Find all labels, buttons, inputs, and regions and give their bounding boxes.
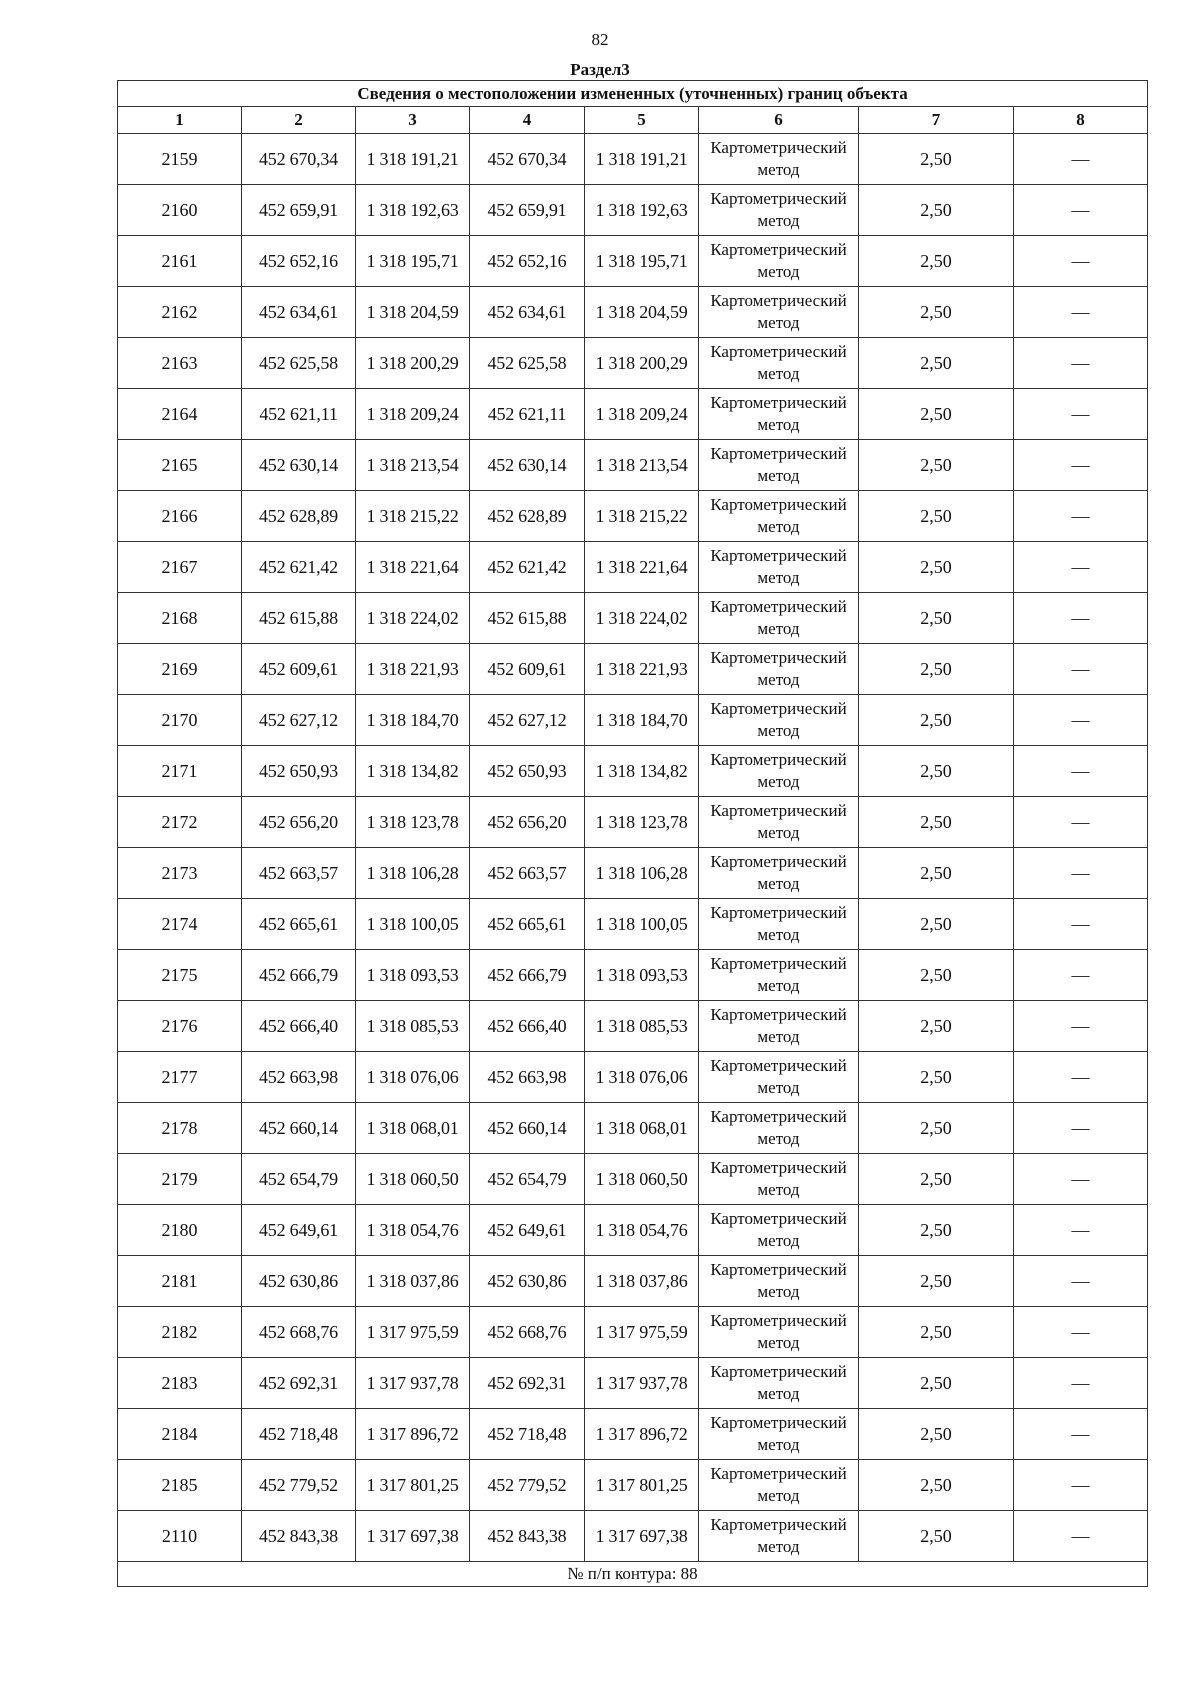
table-row (118, 1052, 1148, 1103)
y-new-cell: 1 318 213,54 (585, 440, 699, 491)
x-new-cell: 452 630,86 (470, 1256, 585, 1307)
table-row (118, 1511, 1148, 1562)
column-header-row (118, 107, 1148, 134)
description-cell: — (1014, 542, 1148, 593)
section-title: Раздел3 (570, 60, 630, 79)
y-old-cell: 1 318 224,02 (356, 593, 470, 644)
x-old-cell: 452 652,16 (242, 236, 356, 287)
y-old-cell: 1 318 100,05 (356, 899, 470, 950)
y-new-cell: 1 317 896,72 (585, 1409, 699, 1460)
x-old-cell: 452 663,57 (242, 848, 356, 899)
x-new-cell: 452 652,16 (470, 236, 585, 287)
point-number-cell: 2159 (118, 134, 242, 185)
y-new-cell: 1 317 801,25 (585, 1460, 699, 1511)
x-old-cell: 452 634,61 (242, 287, 356, 338)
x-old-cell: 452 779,52 (242, 1460, 356, 1511)
x-new-cell: 452 779,52 (470, 1460, 585, 1511)
point-number-cell: 2164 (118, 389, 242, 440)
method-cell: Картометрический метод (699, 1511, 859, 1562)
x-old-cell: 452 615,88 (242, 593, 356, 644)
accuracy-cell: 2,50 (859, 440, 1014, 491)
x-new-cell: 452 656,20 (470, 797, 585, 848)
accuracy-cell: 2,50 (859, 338, 1014, 389)
x-old-cell: 452 630,86 (242, 1256, 356, 1307)
method-cell: Картометрический метод (699, 287, 859, 338)
x-old-cell: 452 621,11 (242, 389, 356, 440)
description-cell: — (1014, 695, 1148, 746)
x-new-cell: 452 660,14 (470, 1103, 585, 1154)
y-new-cell: 1 318 195,71 (585, 236, 699, 287)
point-number-cell: 2169 (118, 644, 242, 695)
table-row (118, 1154, 1148, 1205)
x-old-cell: 452 649,61 (242, 1205, 356, 1256)
method-cell: Картометрический метод (699, 542, 859, 593)
point-number-cell: 2182 (118, 1307, 242, 1358)
accuracy-cell: 2,50 (859, 746, 1014, 797)
accuracy-cell: 2,50 (859, 593, 1014, 644)
x-old-cell: 452 625,58 (242, 338, 356, 389)
description-cell: — (1014, 1052, 1148, 1103)
table-caption: Сведения о местоположении измененных (уточненных) границ объекта (118, 81, 1148, 107)
x-new-cell: 452 665,61 (470, 899, 585, 950)
y-old-cell: 1 318 215,22 (356, 491, 470, 542)
x-new-cell: 452 843,38 (470, 1511, 585, 1562)
description-cell: — (1014, 1256, 1148, 1307)
method-cell: Картометрический метод (699, 899, 859, 950)
description-cell: — (1014, 389, 1148, 440)
point-number-cell: 2172 (118, 797, 242, 848)
x-old-cell: 452 659,91 (242, 185, 356, 236)
y-old-cell: 1 318 221,93 (356, 644, 470, 695)
x-old-cell: 452 665,61 (242, 899, 356, 950)
table-row (118, 695, 1148, 746)
y-old-cell: 1 318 191,21 (356, 134, 470, 185)
y-old-cell: 1 318 221,64 (356, 542, 470, 593)
description-cell: — (1014, 1307, 1148, 1358)
method-cell: Картометрический метод (699, 950, 859, 1001)
method-cell: Картометрический метод (699, 1460, 859, 1511)
y-new-cell: 1 318 215,22 (585, 491, 699, 542)
y-old-cell: 1 318 184,70 (356, 695, 470, 746)
accuracy-cell: 2,50 (859, 1205, 1014, 1256)
x-new-cell: 452 650,93 (470, 746, 585, 797)
x-new-cell: 452 666,40 (470, 1001, 585, 1052)
y-new-cell: 1 318 060,50 (585, 1154, 699, 1205)
method-cell: Картометрический метод (699, 389, 859, 440)
description-cell: — (1014, 1358, 1148, 1409)
x-new-cell: 452 628,89 (470, 491, 585, 542)
y-old-cell: 1 318 209,24 (356, 389, 470, 440)
table-row (118, 134, 1148, 185)
accuracy-cell: 2,50 (859, 899, 1014, 950)
description-cell: — (1014, 185, 1148, 236)
point-number-cell: 2162 (118, 287, 242, 338)
accuracy-cell: 2,50 (859, 134, 1014, 185)
method-cell: Картометрический метод (699, 1256, 859, 1307)
y-old-cell: 1 318 134,82 (356, 746, 470, 797)
description-cell: — (1014, 1409, 1148, 1460)
table-row (118, 644, 1148, 695)
y-new-cell: 1 318 209,24 (585, 389, 699, 440)
x-old-cell: 452 670,34 (242, 134, 356, 185)
y-old-cell: 1 318 060,50 (356, 1154, 470, 1205)
table-row (118, 848, 1148, 899)
accuracy-cell: 2,50 (859, 389, 1014, 440)
description-cell: — (1014, 1205, 1148, 1256)
y-old-cell: 1 318 200,29 (356, 338, 470, 389)
x-new-cell: 452 718,48 (470, 1409, 585, 1460)
table-row (118, 797, 1148, 848)
y-new-cell: 1 318 076,06 (585, 1052, 699, 1103)
table-row (118, 1256, 1148, 1307)
y-old-cell: 1 317 801,25 (356, 1460, 470, 1511)
method-cell: Картометрический метод (699, 848, 859, 899)
accuracy-cell: 2,50 (859, 491, 1014, 542)
description-cell: — (1014, 899, 1148, 950)
point-number-cell: 2166 (118, 491, 242, 542)
point-number-cell: 2183 (118, 1358, 242, 1409)
x-old-cell: 452 668,76 (242, 1307, 356, 1358)
description-cell: — (1014, 1001, 1148, 1052)
accuracy-cell: 2,50 (859, 950, 1014, 1001)
method-cell: Картометрический метод (699, 695, 859, 746)
x-new-cell: 452 634,61 (470, 287, 585, 338)
x-new-cell: 452 621,11 (470, 389, 585, 440)
x-new-cell: 452 621,42 (470, 542, 585, 593)
y-new-cell: 1 318 221,64 (585, 542, 699, 593)
x-old-cell: 452 627,12 (242, 695, 356, 746)
y-old-cell: 1 318 123,78 (356, 797, 470, 848)
description-cell: — (1014, 797, 1148, 848)
x-new-cell: 452 659,91 (470, 185, 585, 236)
accuracy-cell: 2,50 (859, 236, 1014, 287)
x-old-cell: 452 656,20 (242, 797, 356, 848)
y-new-cell: 1 317 937,78 (585, 1358, 699, 1409)
column-header: 3 (356, 107, 470, 134)
table-row (118, 338, 1148, 389)
accuracy-cell: 2,50 (859, 1307, 1014, 1358)
point-number-cell: 2170 (118, 695, 242, 746)
point-number-cell: 2110 (118, 1511, 242, 1562)
point-number-cell: 2185 (118, 1460, 242, 1511)
x-new-cell: 452 609,61 (470, 644, 585, 695)
x-new-cell: 452 663,57 (470, 848, 585, 899)
y-old-cell: 1 318 204,59 (356, 287, 470, 338)
description-cell: — (1014, 1103, 1148, 1154)
y-old-cell: 1 317 975,59 (356, 1307, 470, 1358)
accuracy-cell: 2,50 (859, 644, 1014, 695)
x-old-cell: 452 630,14 (242, 440, 356, 491)
x-old-cell: 452 843,38 (242, 1511, 356, 1562)
y-new-cell: 1 318 221,93 (585, 644, 699, 695)
x-old-cell: 452 628,89 (242, 491, 356, 542)
point-number-cell: 2174 (118, 899, 242, 950)
y-new-cell: 1 318 054,76 (585, 1205, 699, 1256)
method-cell: Картометрический метод (699, 1103, 859, 1154)
description-cell: — (1014, 746, 1148, 797)
point-number-cell: 2168 (118, 593, 242, 644)
x-new-cell: 452 654,79 (470, 1154, 585, 1205)
y-new-cell: 1 318 106,28 (585, 848, 699, 899)
table-row (118, 950, 1148, 1001)
y-new-cell: 1 318 184,70 (585, 695, 699, 746)
table-row (118, 1358, 1148, 1409)
contour-number: № п/п контура: 88 (118, 1562, 1148, 1587)
accuracy-cell: 2,50 (859, 287, 1014, 338)
y-new-cell: 1 318 085,53 (585, 1001, 699, 1052)
accuracy-cell: 2,50 (859, 695, 1014, 746)
description-cell: — (1014, 644, 1148, 695)
point-number-cell: 2184 (118, 1409, 242, 1460)
y-old-cell: 1 318 054,76 (356, 1205, 470, 1256)
y-new-cell: 1 318 123,78 (585, 797, 699, 848)
y-new-cell: 1 318 134,82 (585, 746, 699, 797)
table-row (118, 899, 1148, 950)
x-new-cell: 452 627,12 (470, 695, 585, 746)
column-header: 4 (470, 107, 585, 134)
method-cell: Картометрический метод (699, 338, 859, 389)
y-old-cell: 1 318 213,54 (356, 440, 470, 491)
y-new-cell: 1 318 224,02 (585, 593, 699, 644)
x-new-cell: 452 668,76 (470, 1307, 585, 1358)
x-old-cell: 452 609,61 (242, 644, 356, 695)
y-new-cell: 1 318 204,59 (585, 287, 699, 338)
y-old-cell: 1 317 697,38 (356, 1511, 470, 1562)
method-cell: Картометрический метод (699, 1307, 859, 1358)
accuracy-cell: 2,50 (859, 1052, 1014, 1103)
table-row (118, 491, 1148, 542)
y-new-cell: 1 318 191,21 (585, 134, 699, 185)
method-cell: Картометрический метод (699, 134, 859, 185)
y-old-cell: 1 318 068,01 (356, 1103, 470, 1154)
y-new-cell: 1 318 068,01 (585, 1103, 699, 1154)
accuracy-cell: 2,50 (859, 1511, 1014, 1562)
column-header: 6 (699, 107, 859, 134)
point-number-cell: 2180 (118, 1205, 242, 1256)
page-number: 82 (591, 30, 609, 49)
x-old-cell: 452 663,98 (242, 1052, 356, 1103)
x-new-cell: 452 692,31 (470, 1358, 585, 1409)
x-new-cell: 452 615,88 (470, 593, 585, 644)
x-old-cell: 452 692,31 (242, 1358, 356, 1409)
accuracy-cell: 2,50 (859, 848, 1014, 899)
y-old-cell: 1 318 093,53 (356, 950, 470, 1001)
x-new-cell: 452 666,79 (470, 950, 585, 1001)
method-cell: Картометрический метод (699, 1409, 859, 1460)
point-number-cell: 2171 (118, 746, 242, 797)
method-cell: Картометрический метод (699, 491, 859, 542)
table-row (118, 1409, 1148, 1460)
table-row (118, 746, 1148, 797)
point-number-cell: 2161 (118, 236, 242, 287)
method-cell: Картометрический метод (699, 644, 859, 695)
accuracy-cell: 2,50 (859, 1409, 1014, 1460)
table-row (118, 287, 1148, 338)
point-number-cell: 2167 (118, 542, 242, 593)
description-cell: — (1014, 134, 1148, 185)
accuracy-cell: 2,50 (859, 1154, 1014, 1205)
description-cell: — (1014, 338, 1148, 389)
y-new-cell: 1 318 192,63 (585, 185, 699, 236)
table-row (118, 1205, 1148, 1256)
description-cell: — (1014, 236, 1148, 287)
accuracy-cell: 2,50 (859, 1001, 1014, 1052)
description-cell: — (1014, 491, 1148, 542)
point-number-cell: 2175 (118, 950, 242, 1001)
accuracy-cell: 2,50 (859, 185, 1014, 236)
footer-row (118, 1562, 1148, 1587)
x-new-cell: 452 625,58 (470, 338, 585, 389)
method-cell: Картометрический метод (699, 236, 859, 287)
point-number-cell: 2165 (118, 440, 242, 491)
table-row (118, 542, 1148, 593)
point-number-cell: 2160 (118, 185, 242, 236)
table-row (118, 185, 1148, 236)
x-old-cell: 452 654,79 (242, 1154, 356, 1205)
description-cell: — (1014, 950, 1148, 1001)
method-cell: Картометрический метод (699, 1154, 859, 1205)
x-old-cell: 452 660,14 (242, 1103, 356, 1154)
x-new-cell: 452 663,98 (470, 1052, 585, 1103)
x-old-cell: 452 650,93 (242, 746, 356, 797)
table-row (118, 236, 1148, 287)
point-number-cell: 2176 (118, 1001, 242, 1052)
y-old-cell: 1 318 106,28 (356, 848, 470, 899)
x-old-cell: 452 666,40 (242, 1001, 356, 1052)
table-row (118, 593, 1148, 644)
accuracy-cell: 2,50 (859, 542, 1014, 593)
column-header: 2 (242, 107, 356, 134)
method-cell: Картометрический метод (699, 1358, 859, 1409)
table-row (118, 1103, 1148, 1154)
x-old-cell: 452 666,79 (242, 950, 356, 1001)
accuracy-cell: 2,50 (859, 1103, 1014, 1154)
method-cell: Картометрический метод (699, 185, 859, 236)
table-row (118, 389, 1148, 440)
x-new-cell: 452 670,34 (470, 134, 585, 185)
y-old-cell: 1 318 076,06 (356, 1052, 470, 1103)
y-old-cell: 1 317 937,78 (356, 1358, 470, 1409)
y-old-cell: 1 318 037,86 (356, 1256, 470, 1307)
method-cell: Картометрический метод (699, 1001, 859, 1052)
accuracy-cell: 2,50 (859, 797, 1014, 848)
method-cell: Картометрический метод (699, 746, 859, 797)
y-old-cell: 1 318 085,53 (356, 1001, 470, 1052)
y-old-cell: 1 317 896,72 (356, 1409, 470, 1460)
y-new-cell: 1 318 093,53 (585, 950, 699, 1001)
description-cell: — (1014, 440, 1148, 491)
x-old-cell: 452 718,48 (242, 1409, 356, 1460)
y-old-cell: 1 318 195,71 (356, 236, 470, 287)
y-old-cell: 1 318 192,63 (356, 185, 470, 236)
description-cell: — (1014, 287, 1148, 338)
point-number-cell: 2177 (118, 1052, 242, 1103)
y-new-cell: 1 318 200,29 (585, 338, 699, 389)
method-cell: Картометрический метод (699, 440, 859, 491)
table-caption-row (118, 81, 1148, 107)
point-number-cell: 2178 (118, 1103, 242, 1154)
accuracy-cell: 2,50 (859, 1358, 1014, 1409)
method-cell: Картометрический метод (699, 797, 859, 848)
table-body (118, 134, 1148, 1562)
description-cell: — (1014, 848, 1148, 899)
table-row (118, 1460, 1148, 1511)
method-cell: Картометрический метод (699, 1052, 859, 1103)
y-new-cell: 1 317 697,38 (585, 1511, 699, 1562)
description-cell: — (1014, 1460, 1148, 1511)
column-header: 5 (585, 107, 699, 134)
boundary-coordinates-table (117, 80, 1148, 1587)
accuracy-cell: 2,50 (859, 1256, 1014, 1307)
table-row (118, 1001, 1148, 1052)
x-old-cell: 452 621,42 (242, 542, 356, 593)
method-cell: Картометрический метод (699, 1205, 859, 1256)
table-row (118, 440, 1148, 491)
y-new-cell: 1 317 975,59 (585, 1307, 699, 1358)
point-number-cell: 2173 (118, 848, 242, 899)
accuracy-cell: 2,50 (859, 1460, 1014, 1511)
point-number-cell: 2179 (118, 1154, 242, 1205)
column-header: 8 (1014, 107, 1148, 134)
method-cell: Картометрический метод (699, 593, 859, 644)
y-new-cell: 1 318 037,86 (585, 1256, 699, 1307)
point-number-cell: 2163 (118, 338, 242, 389)
point-number-cell: 2181 (118, 1256, 242, 1307)
x-new-cell: 452 649,61 (470, 1205, 585, 1256)
column-header: 7 (859, 107, 1014, 134)
y-new-cell: 1 318 100,05 (585, 899, 699, 950)
description-cell: — (1014, 1511, 1148, 1562)
description-cell: — (1014, 1154, 1148, 1205)
table-row (118, 1307, 1148, 1358)
x-new-cell: 452 630,14 (470, 440, 585, 491)
description-cell: — (1014, 593, 1148, 644)
column-header: 1 (118, 107, 242, 134)
